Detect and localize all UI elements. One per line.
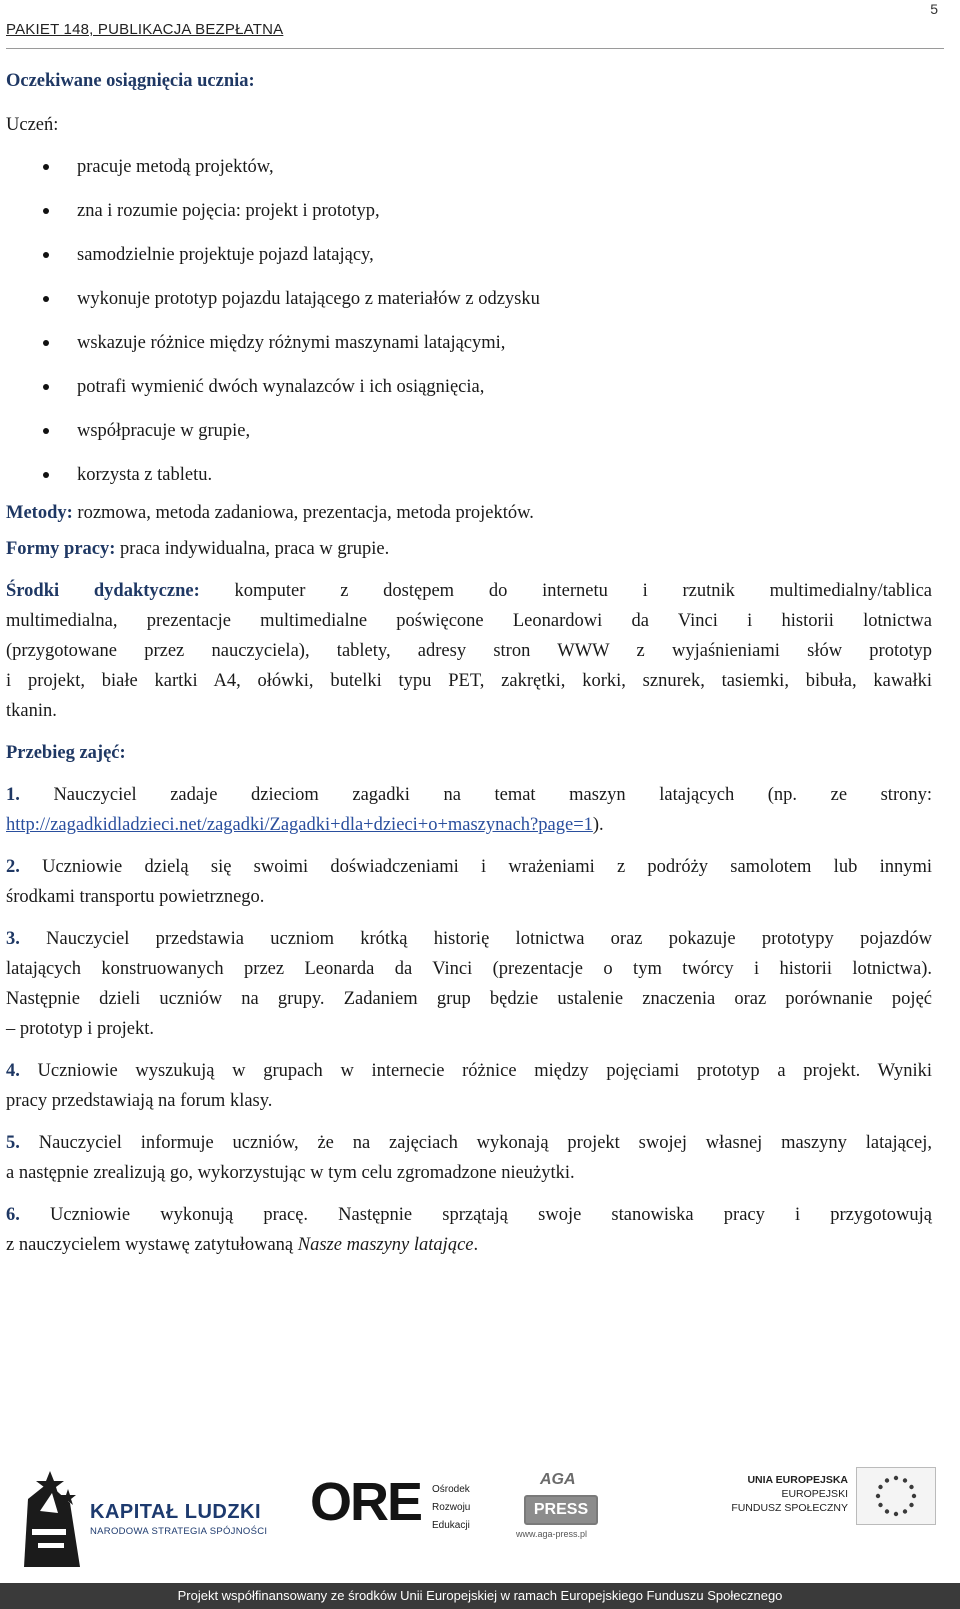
aga-url: www.aga-press.pl	[516, 1529, 588, 1539]
list-item: współpracuje w grupie,	[6, 416, 932, 460]
objectives-list	[6, 152, 932, 494]
page-header	[6, 1, 944, 49]
aga-press-word: PRESS	[524, 1495, 598, 1525]
objectives-subject: Uczeń:	[6, 115, 59, 135]
aga-press-logo	[500, 1465, 620, 1565]
document-body	[6, 66, 932, 1260]
bullet-icon	[43, 164, 49, 170]
exhibition-title: Nasze maszyny latające	[297, 1235, 474, 1255]
footer-caption: Projekt współfinansowany ze środków Unii Europejskiej w ramach Europejskiego Funduszu Społecznego	[177, 1588, 783, 1603]
list-item: samodzielnie projektuje pojazd latający,	[6, 240, 932, 284]
forms-text: praca indywidualna, praca w grupie.	[115, 539, 390, 559]
methods-label: Metody:	[6, 503, 73, 523]
course-step-3: 3. Nauczyciel przedstawia uczniom krótką historię lotnictwa oraz pokazuje prototypy pojazdów latających konstruowanych przez Leonarda da Vinci (prezentacje o tym twórcy i historii lotnictwa). Następnie dzieli uczniów na grupy. Zadaniem grup będzie ustalenie znaczenia oraz porównanie pojęć – prototyp i projekt.	[6, 929, 932, 1039]
list-item: wskazuje różnice między różnymi maszynami latającymi,	[6, 328, 932, 372]
list-item: korzysta z tabletu.	[6, 460, 932, 494]
header-title: PAKIET 148, PUBLIKACJA BEZPŁATNA	[6, 21, 284, 38]
course-step-4: 4. Uczniowie wyszukują w grupach w internecie różnice między pojęciami prototyp a projekt. Wyniki pracy przedstawiają na forum klasy.	[6, 1061, 932, 1111]
eu-logo	[672, 1459, 940, 1569]
bullet-icon	[43, 340, 49, 346]
resources-label: Środki dydaktyczne:	[6, 581, 200, 601]
forms-paragraph	[6, 534, 932, 564]
kapital-title: KAPITAŁ LUDZKI	[90, 1501, 262, 1523]
course-step-6: 6. Uczniowie wykonują pracę. Następnie sprzątają swoje stanowiska pracy i przygotowują z nauczycielem wystawę zatytułowaną Nasze maszyny latające.	[6, 1205, 932, 1255]
footer-strip	[0, 1583, 960, 1609]
bullet-icon	[43, 208, 49, 214]
riddles-link[interactable]: http://zagadkidladzieci.net/zagadki/Zagadki+dla+dzieci+o+maszynach?page=1	[6, 815, 593, 835]
forms-label: Formy pracy:	[6, 539, 116, 559]
methods-text: rozmowa, metoda zadaniowa, prezentacja, metoda projektów.	[72, 503, 534, 523]
ore-lines: Ośrodek Rozwoju Edukacji	[432, 1484, 471, 1531]
aga-top-word: AGA	[540, 1471, 576, 1488]
kapital-subtitle: NARODOWA STRATEGIA SPÓJNOŚCI	[90, 1526, 268, 1537]
course-heading: Przebieg zajęć:	[6, 743, 126, 763]
kapital-ludzki-emblem-icon	[18, 1463, 88, 1571]
methods-paragraph	[6, 498, 932, 528]
list-item: pracuje metodą projektów,	[6, 152, 932, 196]
bullet-icon	[43, 296, 49, 302]
eu-lines: UNIA EUROPEJSKA EUROPEJSKI FUNDUSZ SPOŁECZNY	[731, 1474, 848, 1514]
resources-paragraph: Środki dydaktyczne: komputer z dostępem do internetu i rzutnik multimedialny/tablica multimedialna, prezentacje multimedialne poświęcone Leonardowi da Vinci i historii lotnictwa (przygotowane przez nauczyciela), tablety, adresy stron WWW z wyjaśnieniami słów prototyp i projekt, białe kartki A4, ołówki, butelki typu PET, zakrętki, korki, sznurek, tasiemki, bibuła, kawałki tkanin.	[6, 581, 933, 721]
bullet-icon	[43, 472, 49, 478]
bullet-icon	[43, 428, 49, 434]
ore-logo	[310, 1469, 490, 1559]
ore-word: ORE	[310, 1472, 422, 1532]
course-step-5: 5. Nauczyciel informuje uczniów, że na zajęciach wykonają projekt swojej własnej maszyny latającej, a następnie zrealizują go, wykorzystując w tym celu zgromadzone nieużytki.	[6, 1133, 932, 1183]
list-item: potrafi wymienić dwóch wynalazców i ich osiągnięcia,	[6, 372, 932, 416]
course-step-2: 2. Uczniowie dzielą się swoimi doświadczeniami i wrażeniami z podróży samolotem lub innymi środkami transportu powietrznego.	[6, 857, 932, 907]
eu-flag-icon	[856, 1467, 936, 1525]
list-item: wykonuje prototyp pojazdu latającego z materiałów z odzysku	[6, 284, 932, 328]
page-number: 5	[930, 1, 938, 17]
course-step-1: 1. Nauczyciel zadaje dzieciom zagadki na temat maszyn latających (np. ze strony: http://zagadkidladzieci.net/zagadki/Zagadki+dla+dzieci+o+maszynach?page=1).	[6, 785, 932, 835]
list-item: zna i rozumie pojęcia: projekt i prototyp,	[6, 196, 932, 240]
bullet-icon	[43, 252, 49, 258]
page-footer	[0, 1445, 960, 1609]
objectives-heading: Oczekiwane osiągnięcia ucznia:	[6, 71, 255, 91]
bullet-icon	[43, 384, 49, 390]
kapital-ludzki-logo	[18, 1463, 278, 1571]
